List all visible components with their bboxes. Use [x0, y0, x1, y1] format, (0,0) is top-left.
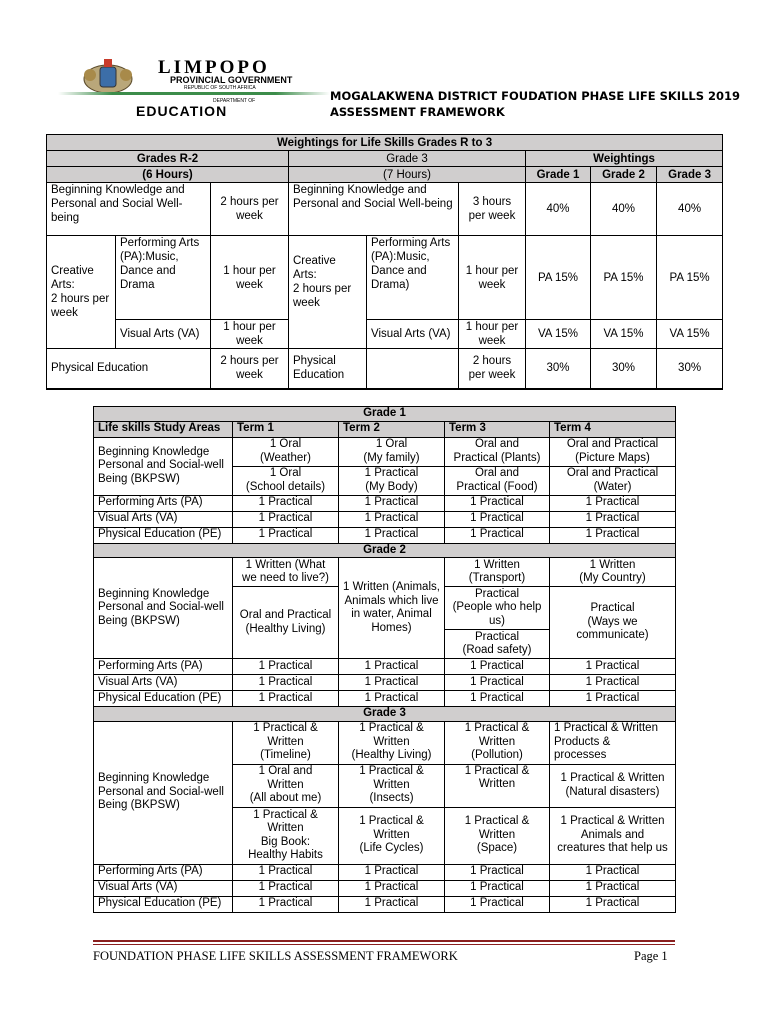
g3-r1-t1: 1 Practical & Written (Timeline) — [233, 721, 339, 764]
g1-va-t3: 1 Practical — [445, 511, 550, 527]
g1-r1-t2: 1 Oral (My family) — [339, 437, 445, 466]
g3-va-t4: 1 Practical — [550, 880, 676, 896]
pe-label-r2: Physical Education — [47, 349, 211, 389]
grade3-heading: Grade 3 — [94, 707, 676, 722]
document-title — [330, 88, 740, 120]
g1-va-label: Visual Arts (VA) — [94, 511, 233, 527]
g2-t1b: Oral and Practical (Healthy Living) — [233, 587, 339, 659]
g2-t4a: 1 Written (My Country) — [550, 558, 676, 587]
col-term4: Term 4 — [550, 421, 676, 437]
bk-weight-g2: 40% — [591, 183, 657, 236]
g2-pa-t4: 1 Practical — [550, 659, 676, 675]
header-grade3: Grade 3 — [289, 151, 526, 167]
col-study-areas: Life skills Study Areas — [94, 421, 233, 437]
bk-hours-r2: 2 hours per week — [211, 183, 289, 236]
header-grades-r2: Grades R-2 — [47, 151, 289, 167]
g1-va-t1: 1 Practical — [233, 511, 339, 527]
weightings-title: Weightings for Life Skills Grades R to 3 — [47, 135, 723, 151]
grade2-heading: Grade 2 — [94, 543, 676, 558]
g2-bkpsw-label: Beginning Knowledge Personal and Social-well Being (BKPSW) — [94, 558, 233, 659]
g3-r2-t2: 1 Practical & Written (Insects) — [339, 764, 445, 807]
g3-r3-t2: 1 Practical & Written (Life Cycles) — [339, 807, 445, 864]
g3-r2-t1: 1 Oral and Written (All about me) — [233, 764, 339, 807]
g2-va-label: Visual Arts (VA) — [94, 675, 233, 691]
g3-r3-t1: 1 Practical & Written Big Book: Healthy Habits — [233, 807, 339, 864]
pa-label-g3: Performing Arts (PA):Music, Dance and Drama) — [367, 236, 459, 320]
g3-r2-t4: 1 Practical & Written (Natural disasters) — [550, 764, 676, 807]
g3-pe-t1: 1 Practical — [233, 896, 339, 912]
grade1-heading: Grade 1 — [94, 407, 676, 422]
footer-title: FOUNDATION PHASE LIFE SKILLS ASSESSMENT FRAMEWORK — [93, 949, 458, 963]
va-label-r2: Visual Arts (VA) — [116, 320, 211, 349]
g1-va-t4: 1 Practical — [550, 511, 676, 527]
header-grade3-hours: (7 Hours) — [289, 167, 526, 183]
g2-va-t2: 1 Practical — [339, 675, 445, 691]
g3-r2-t3: 1 Practical & Written — [445, 764, 550, 807]
header-w-grade1: Grade 1 — [526, 167, 591, 183]
header-grades-r2-hours: (6 Hours) — [47, 167, 289, 183]
pe-empty-g3 — [367, 349, 459, 389]
g3-pa-t1: 1 Practical — [233, 864, 339, 880]
g2-t4b: Practical (Ways we communicate) — [550, 587, 676, 659]
g3-va-t2: 1 Practical — [339, 880, 445, 896]
g1-r1-t4: Oral and Practical (Picture Maps) — [550, 437, 676, 466]
logo-education: EDUCATION — [136, 103, 228, 119]
bk-weight-g3: 40% — [657, 183, 723, 236]
pa-weight-g1: PA 15% — [526, 236, 591, 320]
g2-va-t1: 1 Practical — [233, 675, 339, 691]
g3-pa-t2: 1 Practical — [339, 864, 445, 880]
footer-rule — [93, 940, 675, 942]
g1-pa-label: Performing Arts (PA) — [94, 495, 233, 511]
g3-r3-t3: 1 Practical & Written (Space) — [445, 807, 550, 864]
g1-r2-t4: Oral and Practical (Water) — [550, 466, 676, 495]
logo-government: PROVINCIAL GOVERNMENT — [170, 75, 293, 85]
title-line-2: ASSESSMENT FRAMEWORK — [330, 105, 505, 119]
g1-pa-t1: 1 Practical — [233, 495, 339, 511]
bk-weight-g1: 40% — [526, 183, 591, 236]
g1-r2-t1: 1 Oral (School details) — [233, 466, 339, 495]
g2-va-t3: 1 Practical — [445, 675, 550, 691]
g1-pe-t1: 1 Practical — [233, 527, 339, 543]
g1-bkpsw-label: Beginning Knowledge Personal and Social-well Being (BKPSW) — [94, 437, 233, 495]
va-label-g3: Visual Arts (VA) — [367, 320, 459, 349]
ca-label-g3: Creative Arts: 2 hours per week — [289, 236, 367, 349]
g3-va-t1: 1 Practical — [233, 880, 339, 896]
title-line-1: MOGALAKWENA DISTRICT FOUDATION PHASE LIFE SKILLS 2019 — [330, 89, 741, 103]
g2-pa-t2: 1 Practical — [339, 659, 445, 675]
g2-pa-label: Performing Arts (PA) — [94, 659, 233, 675]
g3-bkpsw-label: Beginning Knowledge Personal and Social-well Being (BKPSW) — [94, 721, 233, 864]
g2-pa-t3: 1 Practical — [445, 659, 550, 675]
g2-pe-t2: 1 Practical — [339, 691, 445, 707]
g3-va-t3: 1 Practical — [445, 880, 550, 896]
pe-weight-g3: 30% — [657, 349, 723, 389]
col-term1: Term 1 — [233, 421, 339, 437]
g3-pe-t3: 1 Practical — [445, 896, 550, 912]
g2-pe-label: Physical Education (PE) — [94, 691, 233, 707]
g2-t3b: Practical (People who help us) — [445, 587, 550, 630]
g3-va-label: Visual Arts (VA) — [94, 880, 233, 896]
g3-pa-label: Performing Arts (PA) — [94, 864, 233, 880]
bk-label-r2: Beginning Knowledge and Personal and Social Well-being — [47, 183, 211, 236]
g3-r1-t3: 1 Practical & Written (Pollution) — [445, 721, 550, 764]
g1-r1-t3: Oral and Practical (Plants) — [445, 437, 550, 466]
pa-weight-g3: PA 15% — [657, 236, 723, 320]
department-logo — [58, 55, 330, 121]
g1-r1-t1: 1 Oral (Weather) — [233, 437, 339, 466]
va-hours-r2: 1 hour per week — [211, 320, 289, 349]
pe-label-g3: Physical Education — [289, 349, 367, 389]
g3-r1-t2: 1 Practical & Written (Healthy Living) — [339, 721, 445, 764]
g2-pe-t3: 1 Practical — [445, 691, 550, 707]
va-weight-g3: VA 15% — [657, 320, 723, 349]
weightings-table — [46, 134, 723, 390]
pe-hours-g3: 2 hours per week — [459, 349, 526, 389]
g1-va-t2: 1 Practical — [339, 511, 445, 527]
pa-label-r2: Performing Arts (PA):Music, Dance and Drama — [116, 236, 211, 320]
logo-rule — [58, 92, 330, 95]
bk-label-g3: Beginning Knowledge and Personal and Social Well-being — [289, 183, 459, 236]
g1-pa-t2: 1 Practical — [339, 495, 445, 511]
pe-weight-g2: 30% — [591, 349, 657, 389]
va-weight-g1: VA 15% — [526, 320, 591, 349]
pa-hours-g3: 1 hour per week — [459, 236, 526, 320]
g1-pa-t4: 1 Practical — [550, 495, 676, 511]
g1-pa-t3: 1 Practical — [445, 495, 550, 511]
pa-weight-g2: PA 15% — [591, 236, 657, 320]
col-term3: Term 3 — [445, 421, 550, 437]
g1-r2-t3: Oral and Practical (Food) — [445, 466, 550, 495]
terms-table — [93, 406, 676, 913]
g1-pe-t4: 1 Practical — [550, 527, 676, 543]
g2-t3c: Practical (Road safety) — [445, 630, 550, 659]
g3-r3-t4: 1 Practical & Written Animals and creatures that help us — [550, 807, 676, 864]
va-hours-g3: 1 hour per week — [459, 320, 526, 349]
g2-t2: 1 Written (Animals, Animals which live in water, Animal Homes) — [339, 558, 445, 659]
pe-weight-g1: 30% — [526, 349, 591, 389]
g2-t1a: 1 Written (What we need to live?) — [233, 558, 339, 587]
va-weight-g2: VA 15% — [591, 320, 657, 349]
g2-pa-t1: 1 Practical — [233, 659, 339, 675]
header-w-grade2: Grade 2 — [591, 167, 657, 183]
col-term2: Term 2 — [339, 421, 445, 437]
g3-pe-label: Physical Education (PE) — [94, 896, 233, 912]
g1-pe-t3: 1 Practical — [445, 527, 550, 543]
logo-republic: REPUBLIC OF SOUTH AFRICA — [184, 85, 256, 91]
pe-hours-r2: 2 hours per week — [211, 349, 289, 389]
header-weightings: Weightings — [526, 151, 723, 167]
g1-r2-t2: 1 Practical (My Body) — [339, 466, 445, 495]
g3-pa-t3: 1 Practical — [445, 864, 550, 880]
g3-pe-t4: 1 Practical — [550, 896, 676, 912]
g3-pa-t4: 1 Practical — [550, 864, 676, 880]
g2-pe-t1: 1 Practical — [233, 691, 339, 707]
g1-pe-t2: 1 Practical — [339, 527, 445, 543]
g2-va-t4: 1 Practical — [550, 675, 676, 691]
footer-rule-thin — [93, 944, 675, 945]
pa-hours-r2: 1 hour per week — [211, 236, 289, 320]
logo-department-of: DEPARTMENT OF — [213, 98, 256, 104]
ca-label-r2: Creative Arts: 2 hours per week — [47, 236, 116, 349]
g2-t3a: 1 Written (Transport) — [445, 558, 550, 587]
g3-pe-t2: 1 Practical — [339, 896, 445, 912]
g1-pe-label: Physical Education (PE) — [94, 527, 233, 543]
g2-pe-t4: 1 Practical — [550, 691, 676, 707]
coat-of-arms-icon — [80, 57, 136, 97]
g3-r1-t4: 1 Practical & Written Products & processes — [550, 721, 676, 764]
logo-province-name: LIMPOPO — [158, 57, 270, 78]
page-number: Page 1 — [634, 949, 668, 963]
header-w-grade3: Grade 3 — [657, 167, 723, 183]
bk-hours-g3: 3 hours per week — [459, 183, 526, 236]
